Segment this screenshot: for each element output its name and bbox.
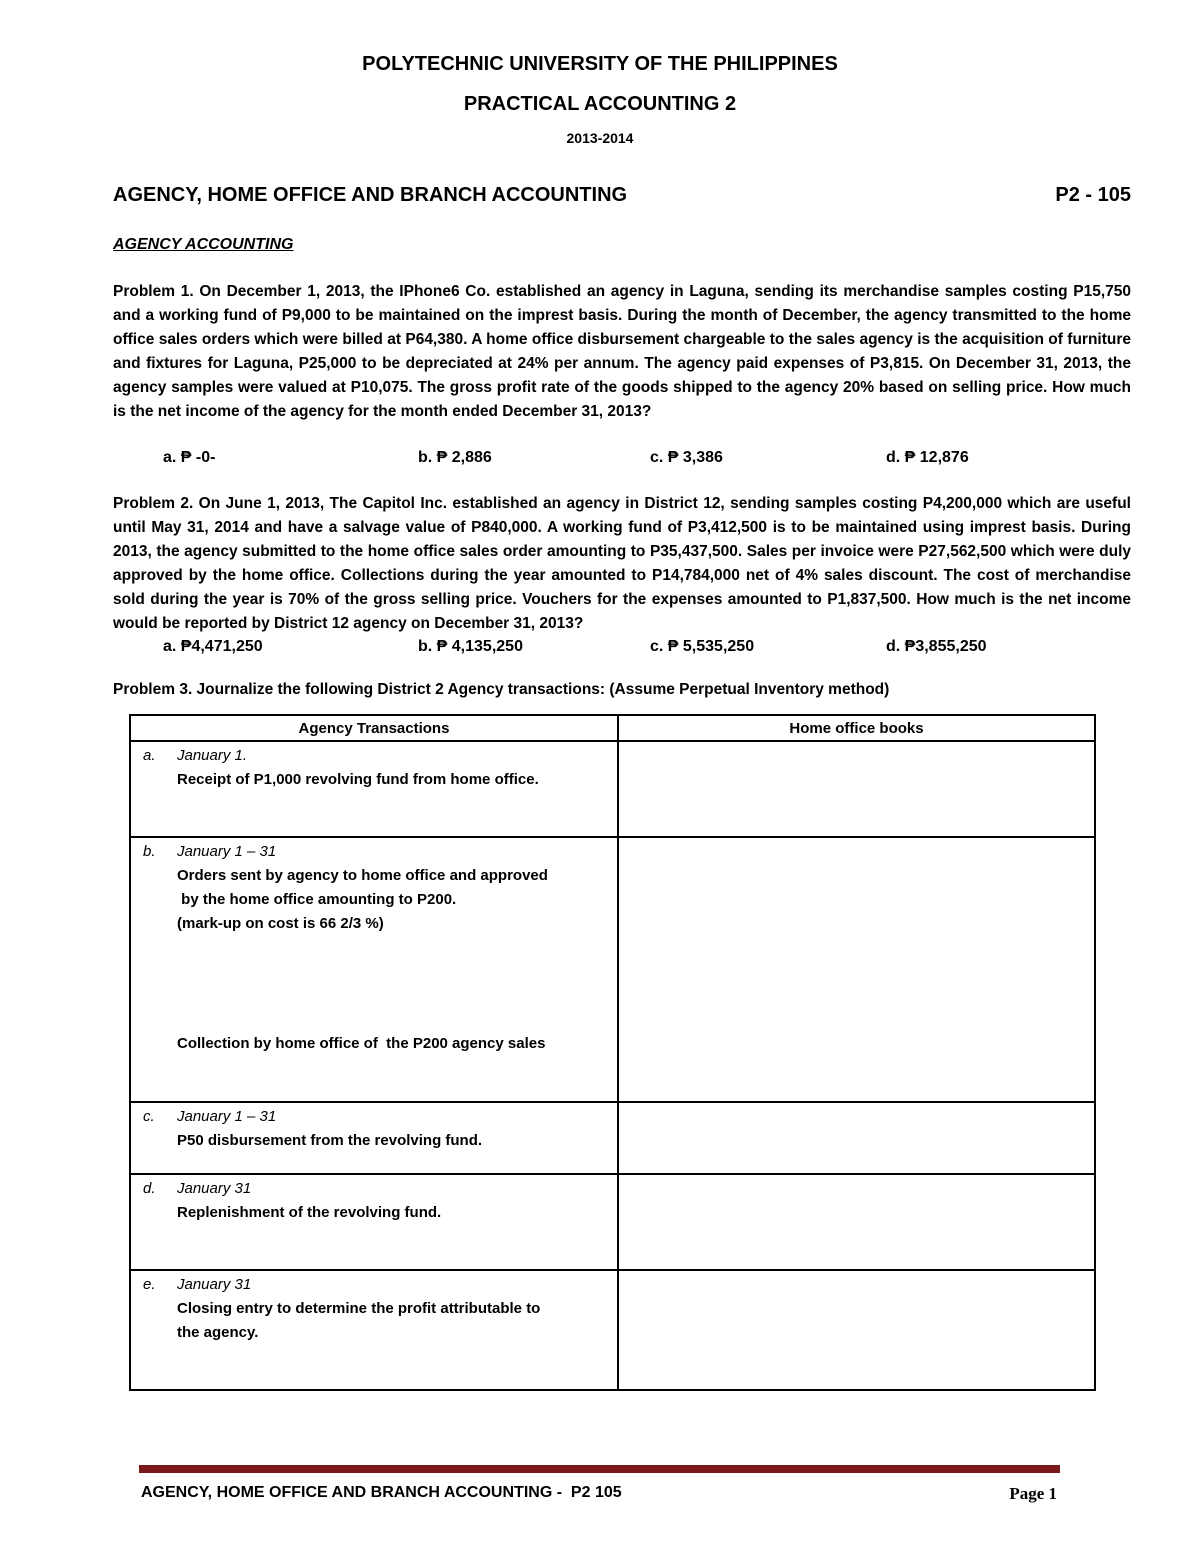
choice-a: a. ₱ -0- <box>163 449 216 466</box>
choice-a: a. ₱4,471,250 <box>163 638 263 655</box>
header-agency-transactions: Agency Transactions <box>130 715 618 741</box>
table-row <box>130 1102 1095 1174</box>
row-description: Orders sent by agency to home office and approved <box>177 867 548 884</box>
choice-b: b. ₱ 2,886 <box>418 449 492 466</box>
row-description-extra: Collection by home office of the P200 agency sales <box>177 1035 546 1052</box>
row-description: the agency. <box>177 1324 259 1341</box>
transaction-cell <box>130 1102 618 1174</box>
transaction-cell <box>130 1270 618 1390</box>
home-office-entry-cell <box>618 837 1095 1102</box>
row-letter: b. <box>143 843 156 860</box>
table-row <box>130 837 1095 1102</box>
row-description: P50 disbursement from the revolving fund. <box>177 1132 483 1149</box>
row-date: January 1 – 31 <box>177 1108 277 1125</box>
row-letter: e. <box>143 1276 156 1293</box>
row-date: January 31 <box>177 1276 252 1293</box>
topic-title: AGENCY, HOME OFFICE AND BRANCH ACCOUNTING <box>113 184 628 206</box>
row-description: Receipt of P1,000 revolving fund from home office. <box>177 771 539 788</box>
row-date: January 31 <box>177 1180 252 1197</box>
course-title: PRACTICAL ACCOUNTING 2 <box>463 93 737 115</box>
table-header-row <box>130 715 1095 741</box>
choice-b: b. ₱ 4,135,250 <box>418 638 523 655</box>
journal-table <box>129 714 1096 1391</box>
topic-heading <box>113 184 1131 207</box>
table-row <box>130 1270 1095 1390</box>
problem-3-text: Problem 3. Journalize the following District 2 Agency transactions: (Assume Perpetual Inventory method) <box>113 681 890 698</box>
footer-title: AGENCY, HOME OFFICE AND BRANCH ACCOUNTING - P2 105 <box>141 1484 622 1501</box>
home-office-entry-cell <box>618 1270 1095 1390</box>
table-row <box>130 1174 1095 1270</box>
choice-d: d. ₱3,855,250 <box>886 638 987 655</box>
transaction-cell <box>130 837 618 1102</box>
university-title: POLYTECHNIC UNIVERSITY OF THE PHILIPPINES <box>362 53 838 75</box>
home-office-entry-cell <box>618 1174 1095 1270</box>
school-year: 2013-2014 <box>566 130 634 146</box>
section-heading: AGENCY ACCOUNTING <box>113 236 294 253</box>
choice-d: d. ₱ 12,876 <box>886 449 969 466</box>
home-office-entry-cell <box>618 1102 1095 1174</box>
problem-2-text: Problem 2. On June 1, 2013, The Capitol Inc. established an agency in District 12, sending samples costing P4,200,000 which are useful until May 31, 2014 and have a salvage value of P840,000. A working fund of P3,412,500 is to be maintained using imprest basis. During 2013, the agency submitted to the home office sales order amounting to P35,437,500. Sales per invoice were P27,562,500 which were duly approved by the home office. Collections during the year amounted to P14,784,000 net of 4% sales discount. The cost of merchandise sold during the year is 70% of the gross selling price. Vouchers for the expenses amounted to P1,837,500. How much is the net income would be reported by District 12 agency on December 31, 2013? <box>113 495 1131 632</box>
page-number: Page 1 <box>1009 1484 1057 1503</box>
choice-c: c. ₱ 5,535,250 <box>650 638 755 655</box>
transaction-cell <box>130 741 618 837</box>
row-date: January 1. <box>177 747 248 764</box>
topic-code: P2 - 105 <box>1055 184 1131 206</box>
row-letter: a. <box>143 747 156 764</box>
home-office-entry-cell <box>618 741 1095 837</box>
choice-c: c. ₱ 3,386 <box>650 449 723 466</box>
row-letter: d. <box>143 1180 156 1197</box>
row-date: January 1 – 31 <box>177 843 277 860</box>
table-row <box>130 741 1095 837</box>
row-letter: c. <box>143 1108 155 1125</box>
row-description: (mark-up on cost is 66 2/3 %) <box>177 915 384 932</box>
footer-divider <box>139 1465 1060 1473</box>
header-home-office-books: Home office books <box>618 715 1095 741</box>
transaction-cell <box>130 1174 618 1270</box>
problem-1-text: Problem 1. On December 1, 2013, the IPhone6 Co. established an agency in Laguna, sending its merchandise samples costing P15,750 and a working fund of P9,000 to be maintained on the imprest basis. During the month of December, the agency transmitted to the home office sales orders which were billed at P64,380. A home office disbursement chargeable to the sales agency is the acquisition of furniture and fixtures for Laguna, P25,000 to be depreciated at 24% per annum. The agency paid expenses of P3,815. On December 31, 2013, the agency samples were valued at P10,075. The gross profit rate of the goods shipped to the agency 20% based on selling price. How much is the net income of the agency for the month ended December 31, 2013? <box>113 283 1131 420</box>
problem-2-choices <box>113 638 1131 662</box>
problem-1-choices <box>113 449 1131 473</box>
row-description: Closing entry to determine the profit attributable to <box>177 1300 541 1317</box>
row-description: Replenishment of the revolving fund. <box>177 1204 442 1221</box>
page-footer <box>141 1484 1057 1502</box>
row-description: by the home office amounting to P200. <box>177 891 457 908</box>
